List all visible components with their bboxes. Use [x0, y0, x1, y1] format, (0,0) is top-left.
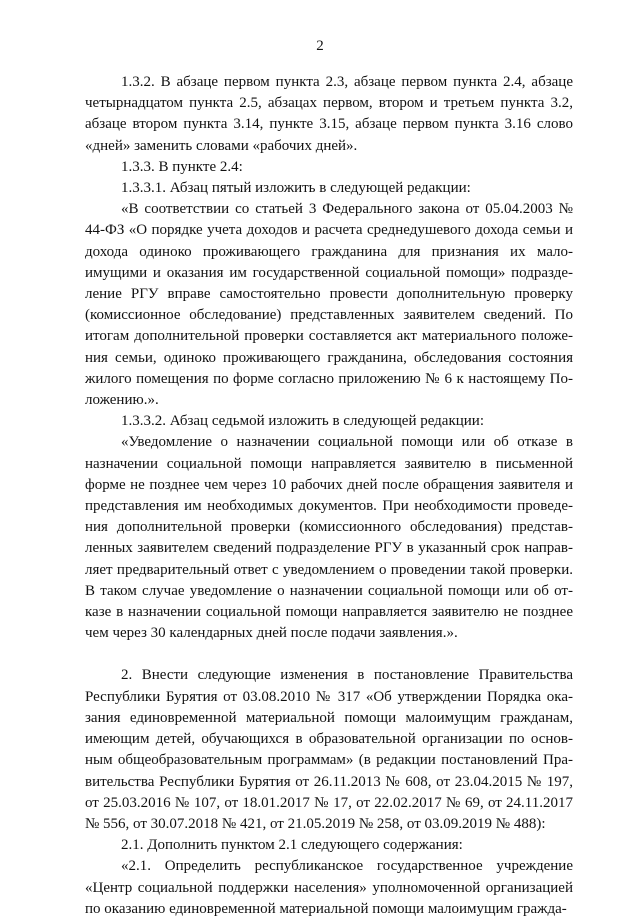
- document-body: [85, 72, 573, 920]
- paragraph-quote-federal-law: «В соответствии со статьей 3 Федерального закона от 05.04.2003 № 44-ФЗ «О порядке учета доходов и расчета среднедушевого дохода семьи и дохода одиноко проживающего гражданина для признания их малоимущими и оказания им государственной социальной помощи» подразделение РГУ вправе самостоятельно провести дополнительную проверку (комиссионное обследование) представленных заявителем сведений. По итогам дополнительной проверки составляется акт материального положения семьи, одиноко проживающего гражданина, обследования состояния жилого помещения по форме согласно приложению № 6 к настоящему Положению.».: [85, 201, 573, 409]
- paragraph-quote-notification: «Уведомление о назначении социальной помощи или об отказе в назначении социальной помощи направляется заявителю в письменной форме не позднее чем через 10 рабочих дней после обращения заявителя и представления им необходимых документов. При необходимости проведения дополнительной проверки (комиссионного обследования) представленных заявителем сведений подразделение РГУ в указанный срок направляет предварительный ответ с уведомлением о проведении такой проверки. В таком случае уведомление о назначении социальной помощи или об отказе в назначении социальной помощи направляется заявителю не позднее чем через 30 календарных дней после подачи заявления.».: [85, 434, 573, 642]
- paragraph-1-3-2: 1.3.2. В абзаце первом пункта 2.3, абзаце первом пункта 2.4, абзаце четырнадцатом пункта 2.5, абзацах первом, втором и третьем пункта 3.2, абзаце втором пункта 3.14, пункте 3.15, абзаце первом пункта 3.16 слово «дней» заменить словами «рабочих дней».: [85, 74, 573, 154]
- paragraph-2: 2. Внести следующие изменения в постановление Правительства Республики Бурятия от 03.08.2010 № 317 «Об утверждении Порядка оказания единовременной материальной помощи малоимущим гражданам, имеющим детей, обучающихся в образовательной организации по основным общеобразовательным программам» (в редакции постановлений Правительства Республики Бурятия от 26.11.2013 № 608, от 23.04.2015 № 197, от 25.03.2016 № 107, от 18.01.2017 № 17, от 22.02.2017 № 69, от 24.11.2017 № 556, от 30.07.2018 № 421, от 21.05.2019 № 258, от 03.09.2019 № 488):: [85, 667, 573, 832]
- paragraph-quote-2-1: «2.1. Определить республиканское государственное учреждение «Центр социальной поддержки населения» уполномоченной организацией по оказанию единовременной материальной помощи малоимущим гражда-: [85, 858, 573, 917]
- paragraph-1-3-3-2: 1.3.3.2. Абзац седьмой изложить в следующей редакции:: [121, 413, 485, 430]
- paragraph-1-3-3: 1.3.3. В пункте 2.4:: [121, 158, 243, 175]
- paragraph-1-3-3-1: 1.3.3.1. Абзац пятый изложить в следующей редакции:: [121, 180, 471, 197]
- paragraph-2-1: 2.1. Дополнить пунктом 2.1 следующего содержания:: [121, 837, 463, 854]
- page-number: 2: [316, 38, 324, 54]
